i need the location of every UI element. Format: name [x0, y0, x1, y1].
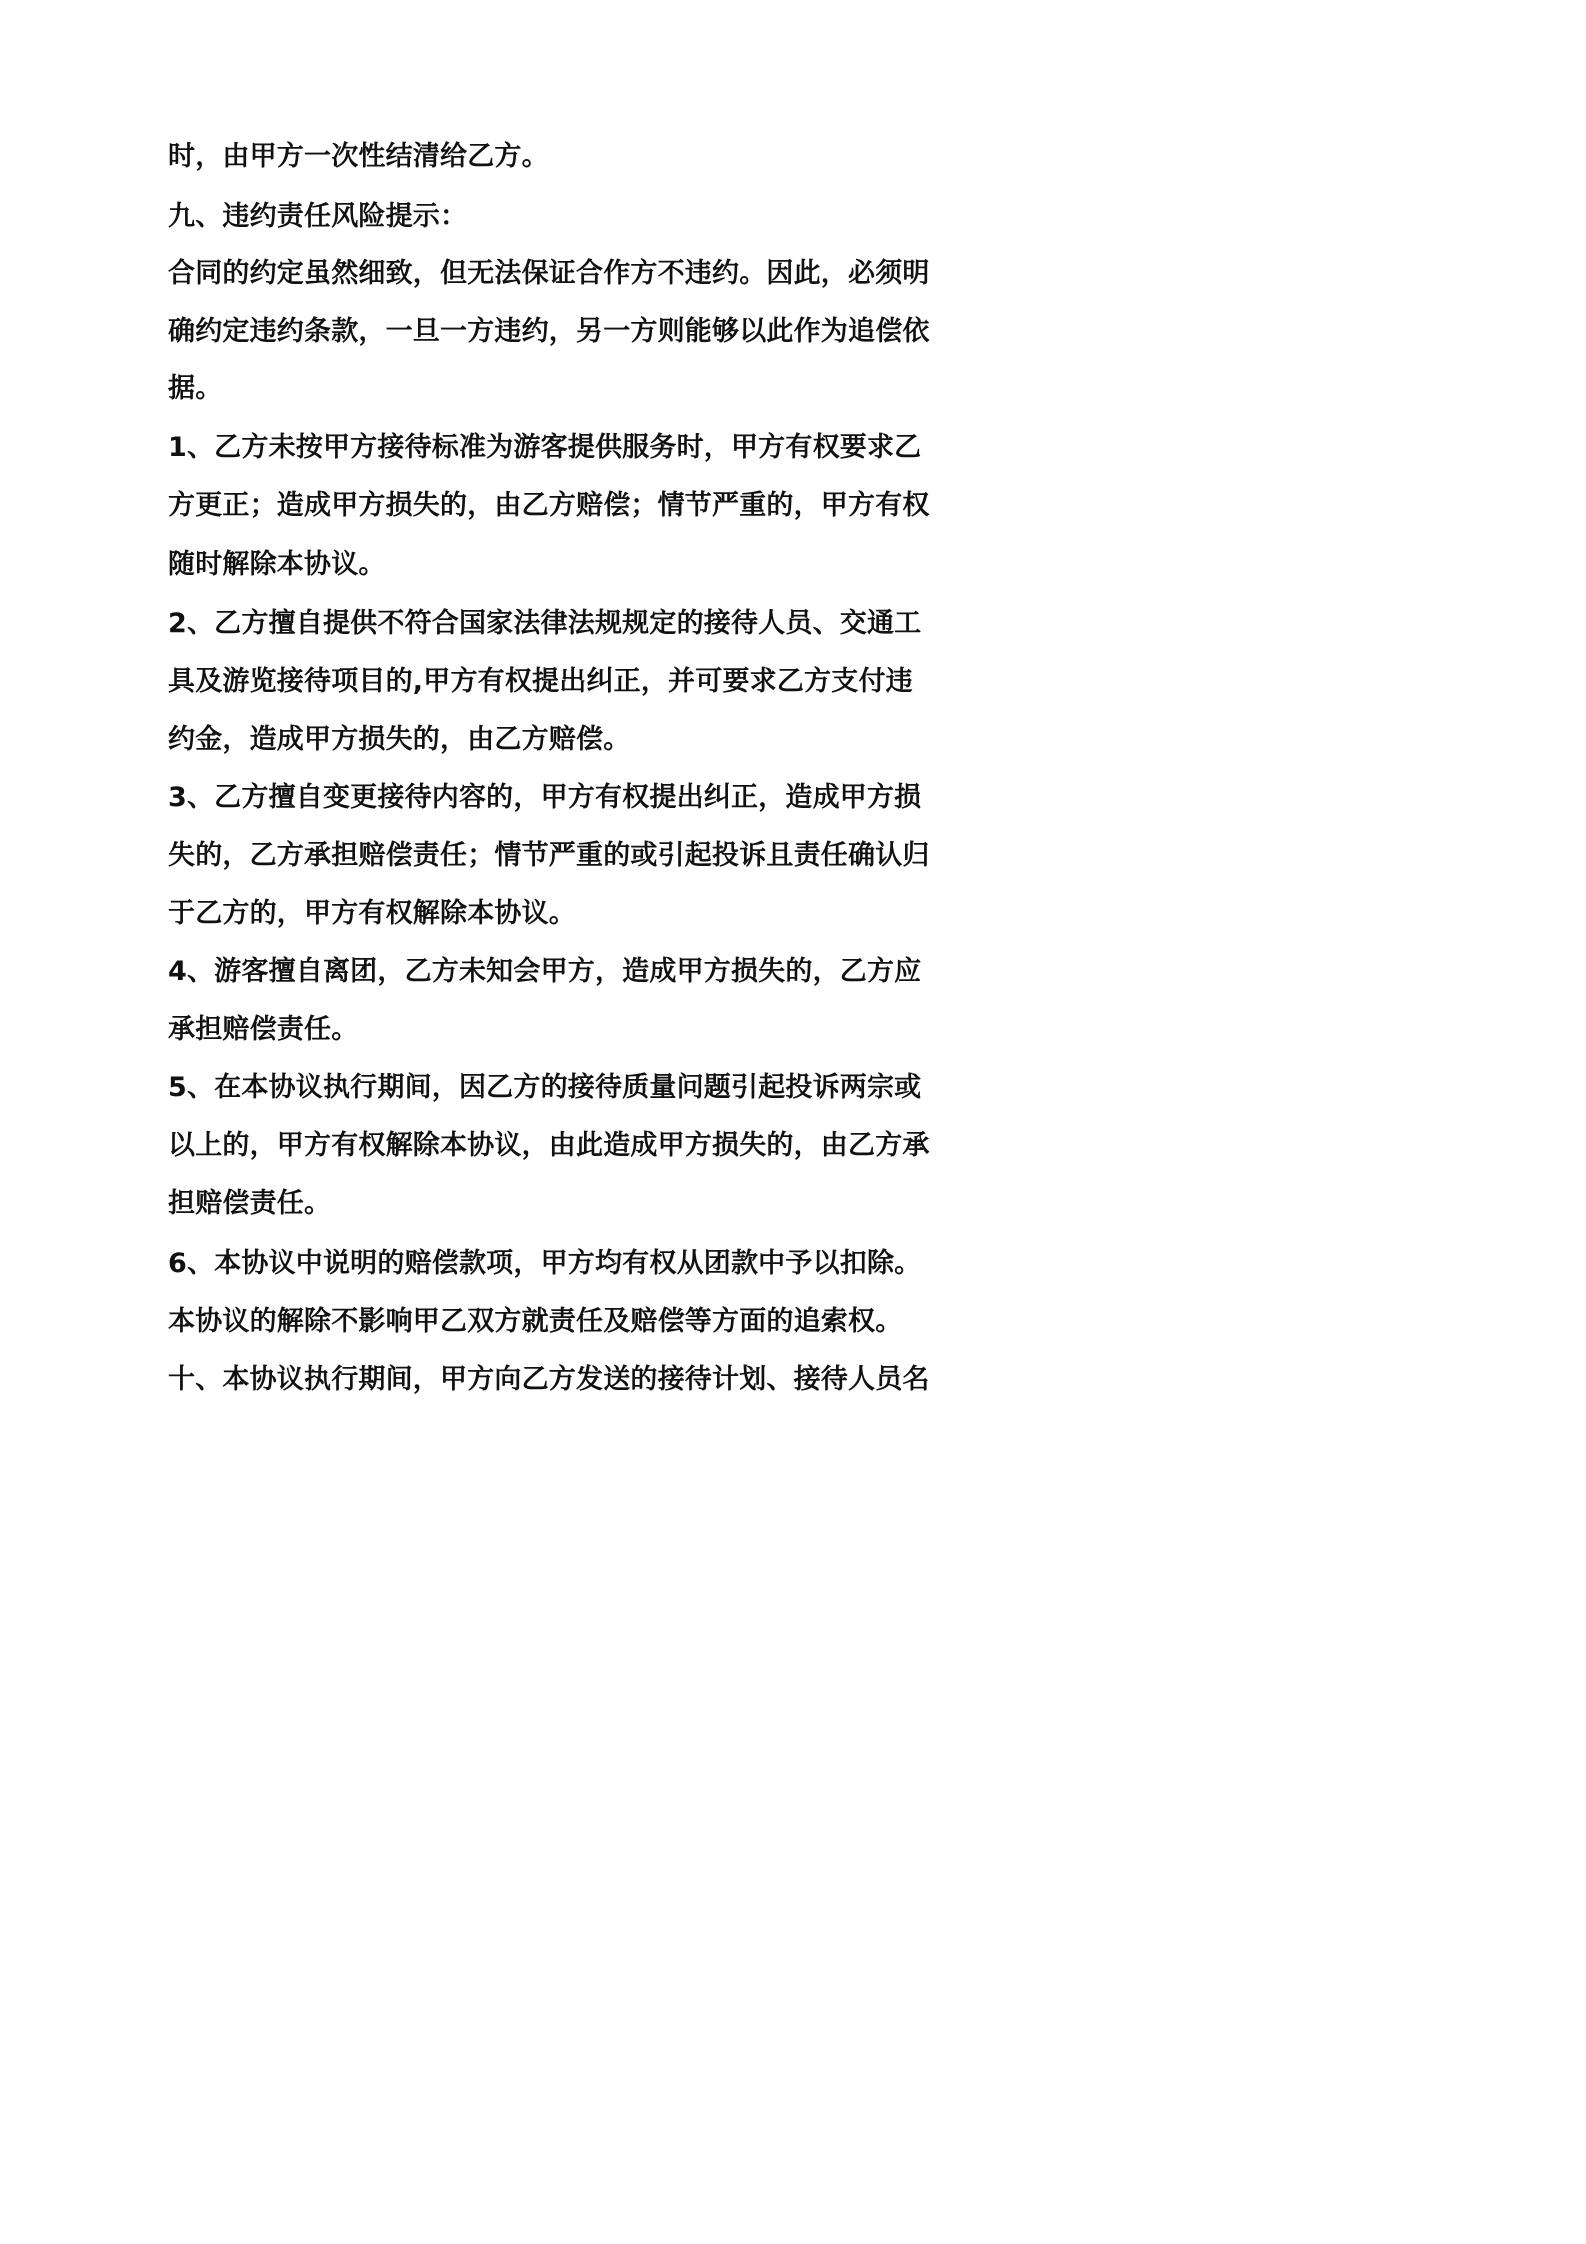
- text-line: 以上的，甲方有权解除本协议，由此造成甲方损失的，由乙方承: [168, 1130, 930, 1161]
- text-line: 确约定违约条款，一旦一方违约，另一方则能够以此作为追偿依: [168, 316, 930, 347]
- text-line: 失的，乙方承担赔偿责任；情节严重的或引起投诉且责任确认归: [168, 840, 930, 871]
- text-line: 4、游客擅自离团，乙方未知会甲方，造成甲方损失的，乙方应: [168, 956, 922, 987]
- text-line: 具及游览接待项目的,甲方有权提出纠正，并可要求乙方支付违: [168, 666, 913, 697]
- text-line: 3、乙方擅自变更接待内容的，甲方有权提出纠正，造成甲方损: [168, 782, 922, 813]
- section-heading: 十、本协议执行期间，甲方向乙方发送的接待计划、接待人员名: [168, 1364, 930, 1395]
- text-line: 本协议的解除不影响甲乙双方就责任及赔偿等方面的追索权。: [168, 1306, 903, 1337]
- text-line: 1、乙方未按甲方接待标准为游客提供服务时，甲方有权要求乙: [168, 432, 922, 463]
- text-line: 担赔偿责任。: [168, 1188, 332, 1219]
- text-line: 6、本协议中说明的赔偿款项，甲方均有权从团款中予以扣除。: [168, 1248, 922, 1279]
- text-line: 合同的约定虽然细致，但无法保证合作方不违约。因此，必须明: [168, 258, 930, 289]
- text-line: 2、乙方擅自提供不符合国家法律法规规定的接待人员、交通工: [168, 608, 922, 639]
- text-line: 时，由甲方一次性结清给乙方。: [168, 141, 549, 172]
- text-line: 随时解除本协议。: [168, 549, 386, 580]
- document-page: [0, 0, 1104, 1562]
- section-heading: 九、违约责任风险提示：: [168, 201, 468, 232]
- text-line: 于乙方的，甲方有权解除本协议。: [168, 898, 576, 929]
- text-line: 方更正；造成甲方损失的，由乙方赔偿；情节严重的，甲方有权: [168, 490, 930, 521]
- text-line: 承担赔偿责任。: [168, 1014, 359, 1045]
- text-line: 据。: [168, 373, 223, 404]
- text-line: 约金，造成甲方损失的，由乙方赔偿。: [168, 724, 631, 755]
- text-line: 5、在本协议执行期间，因乙方的接待质量问题引起投诉两宗或: [168, 1072, 922, 1103]
